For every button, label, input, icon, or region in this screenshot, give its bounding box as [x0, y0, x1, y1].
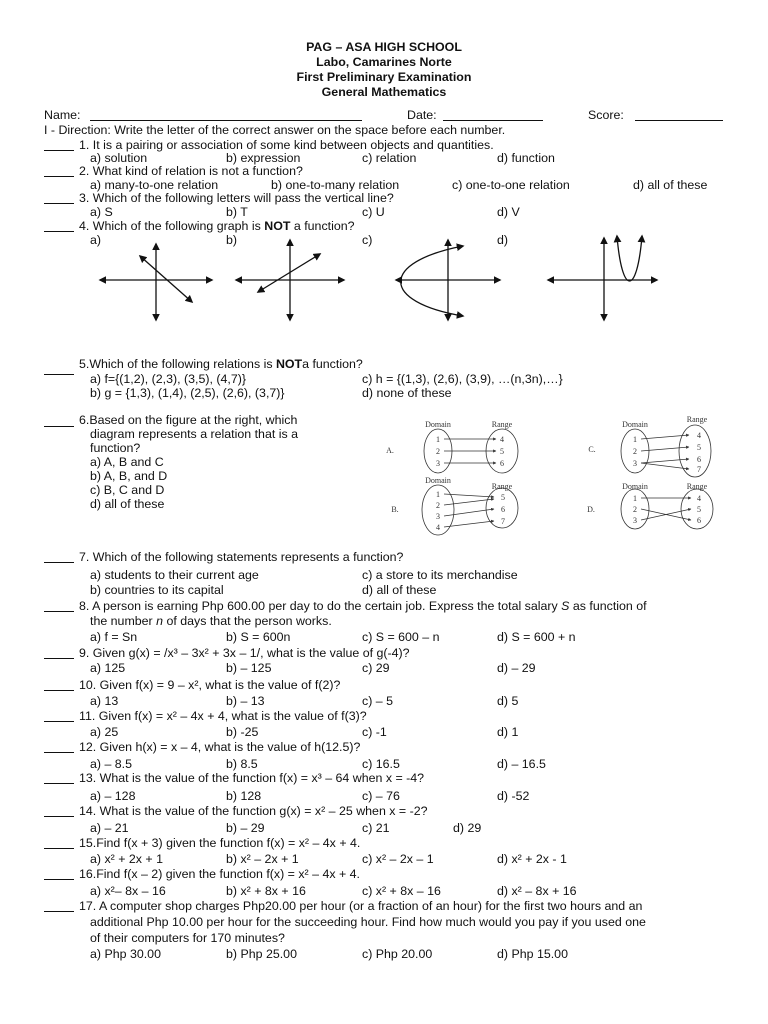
q7-choice-a: a) students to their current age — [90, 568, 259, 582]
answer-blank-8[interactable] — [44, 611, 74, 612]
q15-choice-c: c) x² – 2x – 1 — [362, 852, 434, 866]
question-16: 16.Find f(x – 2) given the function f(x) = x² – 4x + 4. — [79, 867, 360, 881]
q1-choice-d: d) function — [497, 151, 555, 165]
q8-choice-a: a) f = Sn — [90, 630, 138, 644]
q11-choice-b: b) -25 — [226, 725, 259, 739]
answer-blank-15[interactable] — [44, 848, 74, 849]
svg-text:4: 4 — [697, 431, 701, 440]
q11-choice-a: a) 25 — [90, 725, 119, 739]
q15-choice-d: d) x² + 2x - 1 — [497, 852, 567, 866]
q1-choice-c: c) relation — [362, 151, 417, 165]
q8-choice-b: b) S = 600n — [226, 630, 291, 644]
exam-title: First Preliminary Examination — [296, 70, 472, 84]
svg-text:3: 3 — [633, 459, 637, 468]
diagram-c-range-label: Range — [686, 415, 708, 424]
question-6-line-2: diagram represents a relation that is a — [90, 427, 298, 441]
q2-choice-b: b) one-to-many relation — [271, 178, 400, 192]
q10-choice-b: b) – 13 — [226, 694, 265, 708]
q17-choice-d: d) Php 15.00 — [497, 947, 568, 961]
q15-choice-a: a) x² + 2x + 1 — [90, 852, 164, 866]
q4-choice-c: c) — [362, 233, 373, 247]
school-name: PAG – ASA HIGH SCHOOL — [306, 40, 462, 54]
q7-choice-c: c) a store to its merchandise — [362, 568, 518, 582]
svg-text:5: 5 — [697, 443, 701, 452]
svg-text:1: 1 — [436, 490, 440, 499]
q4-choice-d: d) — [497, 233, 509, 247]
q5-choice-c: c) h = {(1,3), (2,6), (3,9), …(n,3n),…} — [362, 372, 563, 386]
q8-choice-c: c) S = 600 – n — [362, 630, 440, 644]
q16-choice-b: b) x² + 8x + 16 — [226, 884, 306, 898]
q13-choice-c: c) – 76 — [362, 789, 400, 803]
svg-text:3: 3 — [436, 512, 440, 521]
answer-blank-9[interactable] — [44, 658, 74, 659]
q3-choice-d: d) V — [497, 205, 520, 219]
answer-blank-13[interactable] — [44, 783, 74, 784]
svg-text:3: 3 — [436, 459, 440, 468]
question-17-line-2: additional Php 10.00 per hour for the succeeding hour. Find how much would you pay if you used one — [90, 915, 646, 929]
diagram-d-domain-label: Domain — [622, 482, 648, 491]
q14-choice-d: d) 29 — [453, 821, 482, 835]
q6-choice-a: a) A, B and C — [90, 455, 164, 469]
question-10: 10. Given f(x) = 9 – x², what is the value of f(2)? — [79, 678, 341, 692]
question-4: 4. Which of the following graph is NOT a function? — [79, 219, 355, 233]
score-label: Score: — [588, 108, 624, 122]
question-12: 12. Given h(x) = x – 4, what is the value of h(12.5)? — [79, 740, 361, 754]
direction-text: I - Direction: Write the letter of the correct answer on the space before each number. — [44, 123, 506, 137]
svg-text:6: 6 — [500, 459, 504, 468]
q1-choice-a: a) solution — [90, 151, 148, 165]
question-2: 2. What kind of relation is not a function? — [79, 164, 303, 178]
q6-choice-c: c) B, C and D — [90, 483, 165, 497]
svg-text:5: 5 — [501, 493, 505, 502]
question-3: 3. Which of the following letters will pass the vertical line? — [79, 191, 394, 205]
q16-choice-d: d) x² – 8x + 16 — [497, 884, 577, 898]
q13-choice-d: d) -52 — [497, 789, 530, 803]
q12-choice-c: c) 16.5 — [362, 757, 400, 771]
q5-choice-a: a) f={(1,2), (2,3), (3,5), (4,7)} — [90, 372, 246, 386]
answer-blank-16[interactable] — [44, 879, 74, 880]
svg-text:5: 5 — [500, 447, 504, 456]
answer-blank-10[interactable] — [44, 690, 74, 691]
q3-choice-c: c) U — [362, 205, 385, 219]
question-8-line-2: the number n of days that the person works. — [90, 614, 332, 628]
diagram-a-range-label: Range — [491, 420, 513, 429]
q12-choice-d: d) – 16.5 — [497, 757, 546, 771]
q4-choice-a: a) — [90, 233, 102, 247]
diagram-b-range-label: Range — [491, 482, 513, 491]
answer-blank-7[interactable] — [44, 562, 74, 563]
q12-choice-a: a) – 8.5 — [90, 757, 133, 771]
q13-choice-b: b) 128 — [226, 789, 262, 803]
q2-choice-c: c) one-to-one relation — [452, 178, 570, 192]
q9-choice-a: a) 125 — [90, 661, 126, 675]
q16-choice-c: c) x² + 8x – 16 — [362, 884, 441, 898]
svg-text:2: 2 — [633, 505, 637, 514]
q3-choice-b: b) T — [226, 205, 248, 219]
question-15: 15.Find f(x + 3) given the function f(x) = x² – 4x + 4. — [79, 836, 361, 850]
diagram-c-label: C. — [588, 445, 596, 454]
answer-blank-12[interactable] — [44, 752, 74, 753]
question-8-line-1: 8. A person is earning Php 600.00 per day to do the certain job. Express the total salary S as function of — [79, 599, 647, 613]
q9-choice-d: d) – 29 — [497, 661, 536, 675]
q6-choice-b: b) A, B, and D — [90, 469, 168, 483]
diagram-a-label: A. — [386, 446, 394, 455]
q10-choice-a: a) 13 — [90, 694, 119, 708]
school-location: Labo, Camarines Norte — [316, 55, 452, 69]
question-6-line-1: 6.Based on the figure at the right, which — [79, 413, 298, 427]
diagram-b-domain-label: Domain — [425, 476, 451, 485]
q5-choice-d: d) none of these — [362, 386, 452, 400]
question-17-line-1: 17. A computer shop charges Php20.00 per hour (or a fraction of an hour) for the first two hours and an — [79, 899, 643, 913]
diagram-c-domain-label: Domain — [622, 420, 648, 429]
q14-choice-c: c) 21 — [362, 821, 390, 835]
svg-text:6: 6 — [697, 455, 701, 464]
svg-text:5: 5 — [697, 505, 701, 514]
diagram-a-domain-label: Domain — [425, 420, 451, 429]
svg-text:7: 7 — [501, 517, 505, 526]
q13-choice-a: a) – 128 — [90, 789, 136, 803]
q8-choice-d: d) S = 600 + n — [497, 630, 576, 644]
diagram-d-range-label: Range — [686, 482, 708, 491]
answer-blank-11[interactable] — [44, 721, 74, 722]
q7-choice-d: d) all of these — [362, 583, 437, 597]
name-label: Name: — [44, 108, 81, 122]
q17-choice-c: c) Php 20.00 — [362, 947, 433, 961]
svg-text:3: 3 — [633, 516, 637, 525]
question-9: 9. Given g(x) = /x³ – 3x² + 3x – 1/, what is the value of g(-4)? — [79, 646, 410, 660]
q17-choice-b: b) Php 25.00 — [226, 947, 297, 961]
question-11: 11. Given f(x) = x² – 4x + 4, what is the value of f(3)? — [79, 709, 367, 723]
svg-text:6: 6 — [501, 505, 505, 514]
q15-choice-b: b) x² – 2x + 1 — [226, 852, 299, 866]
svg-text:4: 4 — [697, 494, 701, 503]
q5-choice-b: b) g = {1,3), (1,4), (2,5), (2,6), (3,7)} — [90, 386, 285, 400]
svg-text:2: 2 — [436, 501, 440, 510]
svg-text:4: 4 — [436, 523, 440, 532]
q11-choice-c: c) -1 — [362, 725, 387, 739]
question-13: 13. What is the value of the function f(x) = x³ – 64 when x = -4? — [79, 771, 425, 785]
q11-choice-d: d) 1 — [497, 725, 519, 739]
q12-choice-b: b) 8.5 — [226, 757, 258, 771]
q9-choice-c: c) 29 — [362, 661, 390, 675]
svg-text:7: 7 — [697, 465, 701, 474]
svg-text:1: 1 — [436, 435, 440, 444]
q4-choice-b: b) — [226, 233, 238, 247]
svg-text:2: 2 — [436, 447, 440, 456]
diagram-d-label: D. — [587, 505, 595, 514]
q1-choice-b: b) expression — [226, 151, 301, 165]
question-6-line-3: function? — [90, 441, 141, 455]
q17-choice-a: a) Php 30.00 — [90, 947, 161, 961]
diagram-b-label: B. — [391, 505, 399, 514]
q14-choice-b: b) – 29 — [226, 821, 265, 835]
q3-choice-a: a) S — [90, 205, 113, 219]
q6-choice-d: d) all of these — [90, 497, 165, 511]
svg-text:6: 6 — [697, 516, 701, 525]
question-14: 14. What is the value of the function g(x) = x² – 25 when x = -2? — [79, 804, 428, 818]
svg-text:2: 2 — [633, 447, 637, 456]
question-17-line-3: of their computers for 170 minutes? — [90, 931, 285, 945]
q9-choice-b: b) – 125 — [226, 661, 272, 675]
q10-choice-d: d) 5 — [497, 694, 519, 708]
q2-choice-a: a) many-to-one relation — [90, 178, 219, 192]
q14-choice-a: a) – 21 — [90, 821, 129, 835]
q10-choice-c: c) – 5 — [362, 694, 393, 708]
question-1: 1. It is a pairing or association of some kind between objects and quantities. — [79, 138, 494, 152]
q16-choice-a: a) x²– 8x – 16 — [90, 884, 166, 898]
q7-choice-b: b) countries to its capital — [90, 583, 224, 597]
date-label: Date: — [407, 108, 437, 122]
question-7: 7. Which of the following statements represents a function? — [79, 550, 404, 564]
svg-text:1: 1 — [633, 435, 637, 444]
svg-text:1: 1 — [633, 494, 637, 503]
answer-blank-14[interactable] — [44, 816, 74, 817]
subject-title: General Mathematics — [321, 85, 447, 99]
question-5: 5.Which of the following relations is NOTa function? — [79, 357, 363, 371]
q2-choice-d: d) all of these — [633, 178, 708, 192]
svg-text:4: 4 — [500, 435, 504, 444]
answer-blank-17[interactable] — [44, 911, 74, 912]
